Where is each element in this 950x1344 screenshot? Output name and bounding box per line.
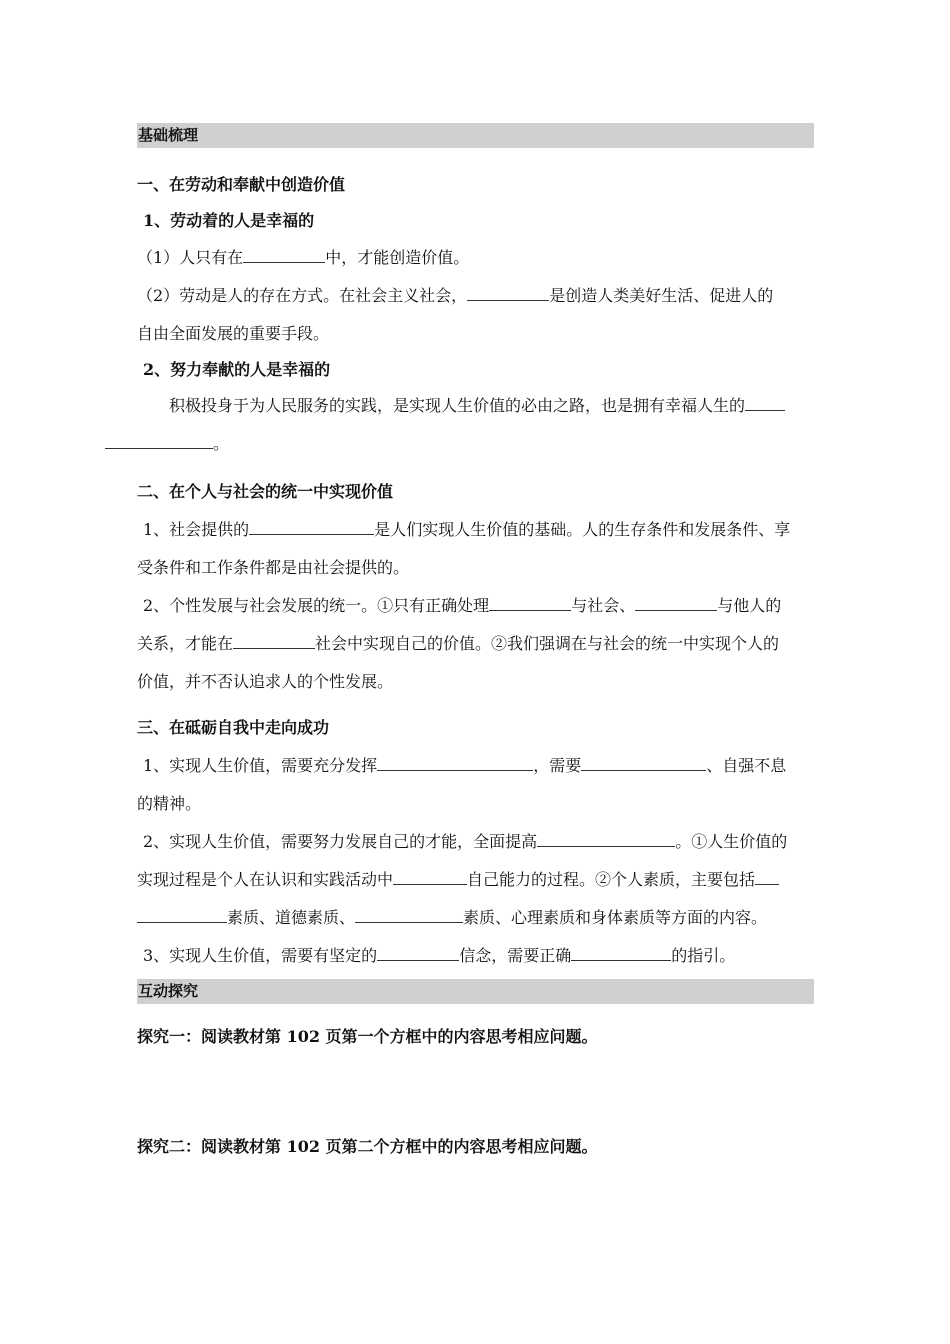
paragraph-labor-2 — [137, 277, 814, 353]
text: 的指引。 — [671, 946, 736, 965]
text: 是人们实现人生价值的基础。人的生存条件和发展条件、享 — [374, 520, 791, 539]
section-header-basics: 基础梳理 — [137, 123, 814, 148]
text: 2、实现人生价值，需要努力发展自己的才能，全面提高 — [143, 832, 538, 851]
text: 受条件和工作条件都是由社会提供的。 — [137, 558, 410, 577]
text: 2、个性发展与社会发展的统一。①只有正确处理 — [143, 596, 490, 615]
fill-blank[interactable] — [581, 753, 706, 771]
text: 1、社会提供的 — [143, 520, 250, 539]
fill-blank[interactable] — [105, 431, 213, 449]
paragraph-dedication — [137, 387, 814, 463]
fill-blank[interactable] — [489, 593, 571, 611]
text: 关系，才能在 — [137, 634, 234, 653]
text: 素质、道德素质、 — [227, 908, 356, 927]
text: 。①人生价值的 — [675, 832, 788, 851]
paragraph-labor-1 — [137, 239, 814, 277]
text: 信念，需要正确 — [459, 946, 572, 965]
heading-part3: 三、在砥砺自我中走向成功 — [137, 718, 330, 737]
worksheet-page — [137, 123, 814, 1158]
fill-blank[interactable] — [745, 393, 785, 411]
fill-blank[interactable] — [635, 593, 717, 611]
text: 自己能力的过程。②个人素质，主要包括 — [467, 870, 756, 889]
fill-blank[interactable] — [377, 943, 459, 961]
fill-blank[interactable] — [249, 517, 374, 535]
paragraph-success-2 — [137, 823, 814, 937]
text: 。 — [213, 434, 230, 453]
fill-blank[interactable] — [537, 829, 675, 847]
text: 3、实现人生价值，需要有坚定的 — [143, 946, 378, 965]
fill-blank[interactable] — [355, 905, 463, 923]
paragraph-success-1 — [137, 747, 814, 823]
text: （1）人只有在 — [137, 248, 244, 267]
fill-blank[interactable] — [377, 753, 533, 771]
text: 自由全面发展的重要手段。 — [137, 324, 330, 343]
subheading-labor: 1、劳动着的人是幸福的 — [143, 211, 315, 230]
explore-two: 探究二：阅读教材第 102 页第二个方框中的内容思考相应问题。 — [137, 1137, 598, 1156]
text: 价值，并不否认追求人的个性发展。 — [137, 672, 394, 691]
text: 实现过程是个人在认识和实践活动中 — [137, 870, 394, 889]
fill-blank[interactable] — [393, 867, 467, 885]
section-header-interactive: 互动探究 — [137, 979, 814, 1004]
text: ，需要 — [533, 756, 582, 775]
paragraph-society-1 — [137, 511, 814, 587]
fill-blank[interactable] — [755, 867, 779, 885]
text: 积极投身于为人民服务的实践，是实现人生价值的必由之路，也是拥有幸福人生的 — [169, 396, 746, 415]
text: 素质、心理素质和身体素质等方面的内容。 — [463, 908, 768, 927]
explore-one: 探究一：阅读教材第 102 页第一个方框中的内容思考相应问题。 — [137, 1027, 598, 1046]
paragraph-success-3 — [137, 937, 814, 975]
text: 1、实现人生价值，需要充分发挥 — [143, 756, 378, 775]
text: 社会中实现自己的价值。②我们强调在与社会的统一中实现个人的 — [315, 634, 780, 653]
subheading-dedication: 2、努力奉献的人是幸福的 — [143, 360, 331, 379]
text: （2）劳动是人的存在方式。在社会主义社会， — [137, 286, 468, 305]
text: 与他人的 — [717, 596, 782, 615]
heading-part2: 二、在个人与社会的统一中实现价值 — [137, 482, 394, 501]
text: 的精神。 — [137, 794, 202, 813]
text: 与社会、 — [571, 596, 636, 615]
fill-blank[interactable] — [243, 245, 325, 263]
fill-blank[interactable] — [233, 631, 315, 649]
text: 是创造人类美好生活、促进人的 — [549, 286, 774, 305]
heading-part1: 一、在劳动和奉献中创造价值 — [137, 175, 346, 194]
text: 中，才能创造价值。 — [325, 248, 470, 267]
fill-blank[interactable] — [137, 905, 227, 923]
fill-blank[interactable] — [467, 283, 549, 301]
fill-blank[interactable] — [571, 943, 671, 961]
text: 、自强不息 — [706, 756, 787, 775]
paragraph-society-2 — [137, 587, 814, 701]
